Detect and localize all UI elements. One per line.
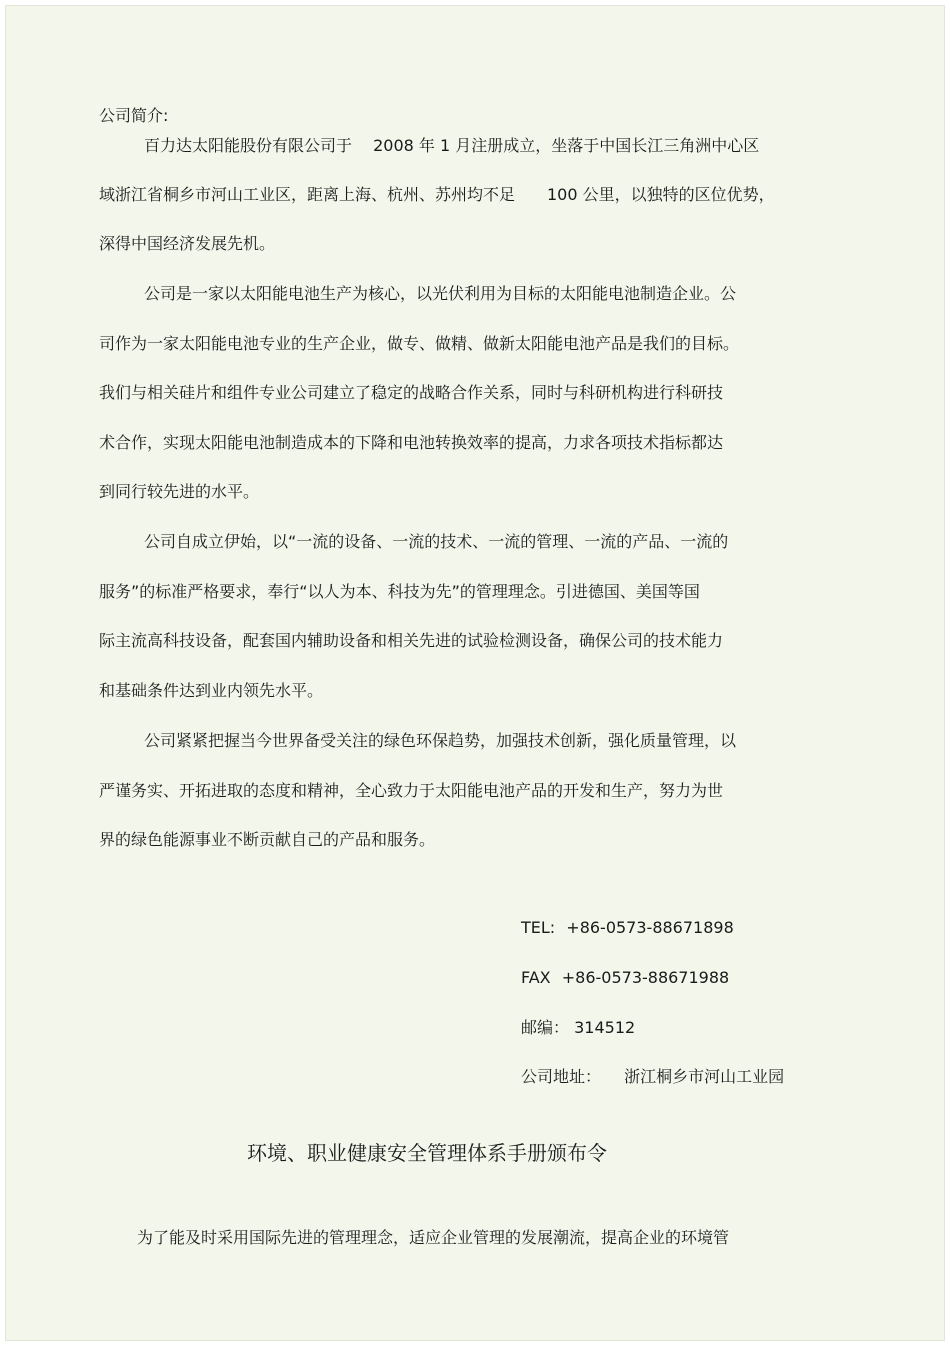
decree-line1: 为了能及时采用国际先进的管理理念，适应企业管理的发展潮流，提高企业的环境管: [137, 1228, 730, 1247]
contact-addr-row: [521, 1067, 784, 1087]
intro-p2-line5: 到同行较先进的水平。: [99, 482, 260, 501]
contact-zip-row: [521, 1018, 635, 1038]
intro-p3-line4: 和基础条件达到业内领先水平。: [99, 681, 324, 700]
zip-label: 邮编：: [521, 1018, 570, 1037]
intro-p4-line1: 公司紧紧把握当今世界备受关注的绿色环保趋势，加强技术创新，强化质量管理，以: [144, 731, 737, 750]
decree-title: 环境、职业健康安全管理体系手册颁布令: [247, 1141, 607, 1165]
tel-label: TEL:: [521, 918, 556, 937]
intro-p1-line3: 深得中国经济发展先机。: [99, 234, 276, 253]
contact-fax-row: [521, 968, 729, 988]
intro-title: 公司简介:: [99, 106, 169, 125]
document-page: [5, 5, 945, 1341]
intro-p4-line3: 界的绿色能源事业不断贡献自己的产品和服务。: [99, 830, 436, 849]
fax-label: FAX: [521, 968, 551, 987]
intro-p3-line3: 际主流高科技设备，配套国内辅助设备和相关先进的试验检测设备，确保公司的技术能力: [99, 631, 724, 650]
intro-p2-line2: 司作为一家太阳能电池专业的生产企业，做专、做精、做新太阳能电池产品是我们的目标。: [99, 334, 740, 353]
zip-value: 314512: [574, 1018, 636, 1037]
addr-value: 浙江桐乡市河山工业园: [624, 1067, 785, 1086]
intro-p2-line3: 我们与相关硅片和组件专业公司建立了稳定的战略合作关系，同时与科研机构进行科研技: [99, 383, 724, 402]
tel-value: +86-0573-88671898: [566, 918, 734, 937]
addr-label: 公司地址：: [521, 1067, 602, 1086]
contact-tel-row: [521, 918, 734, 938]
intro-p3-line2: 服务”的标准严格要求，奉行“以人为本、科技为先”的管理理念。引进德国、美国等国: [99, 582, 700, 601]
intro-p4-line2: 严谨务实、开拓进取的态度和精神，全心致力于太阳能电池产品的开发和生产，努力为世: [99, 781, 724, 800]
intro-p1-line2: 域浙江省桐乡市河山工业区，距离上海、杭州、苏州均不足 100 公里，以独特的区位优势，: [99, 185, 775, 204]
intro-p1-line1: 百力达太阳能股份有限公司于 2008 年 1 月注册成立，坐落于中国长江三角洲中心区: [144, 136, 760, 155]
intro-p2-line4: 术合作，实现太阳能电池制造成本的下降和电池转换效率的提高，力求各项技术指标都达: [99, 433, 724, 452]
intro-p3-line1: 公司自成立伊始，以“一流的设备、一流的技术、一流的管理、一流的产品、一流的: [144, 532, 729, 551]
intro-p2-line1: 公司是一家以太阳能电池生产为核心，以光伏利用为目标的太阳能电池制造企业。公: [144, 284, 737, 303]
fax-value: +86-0573-88671988: [561, 968, 730, 987]
